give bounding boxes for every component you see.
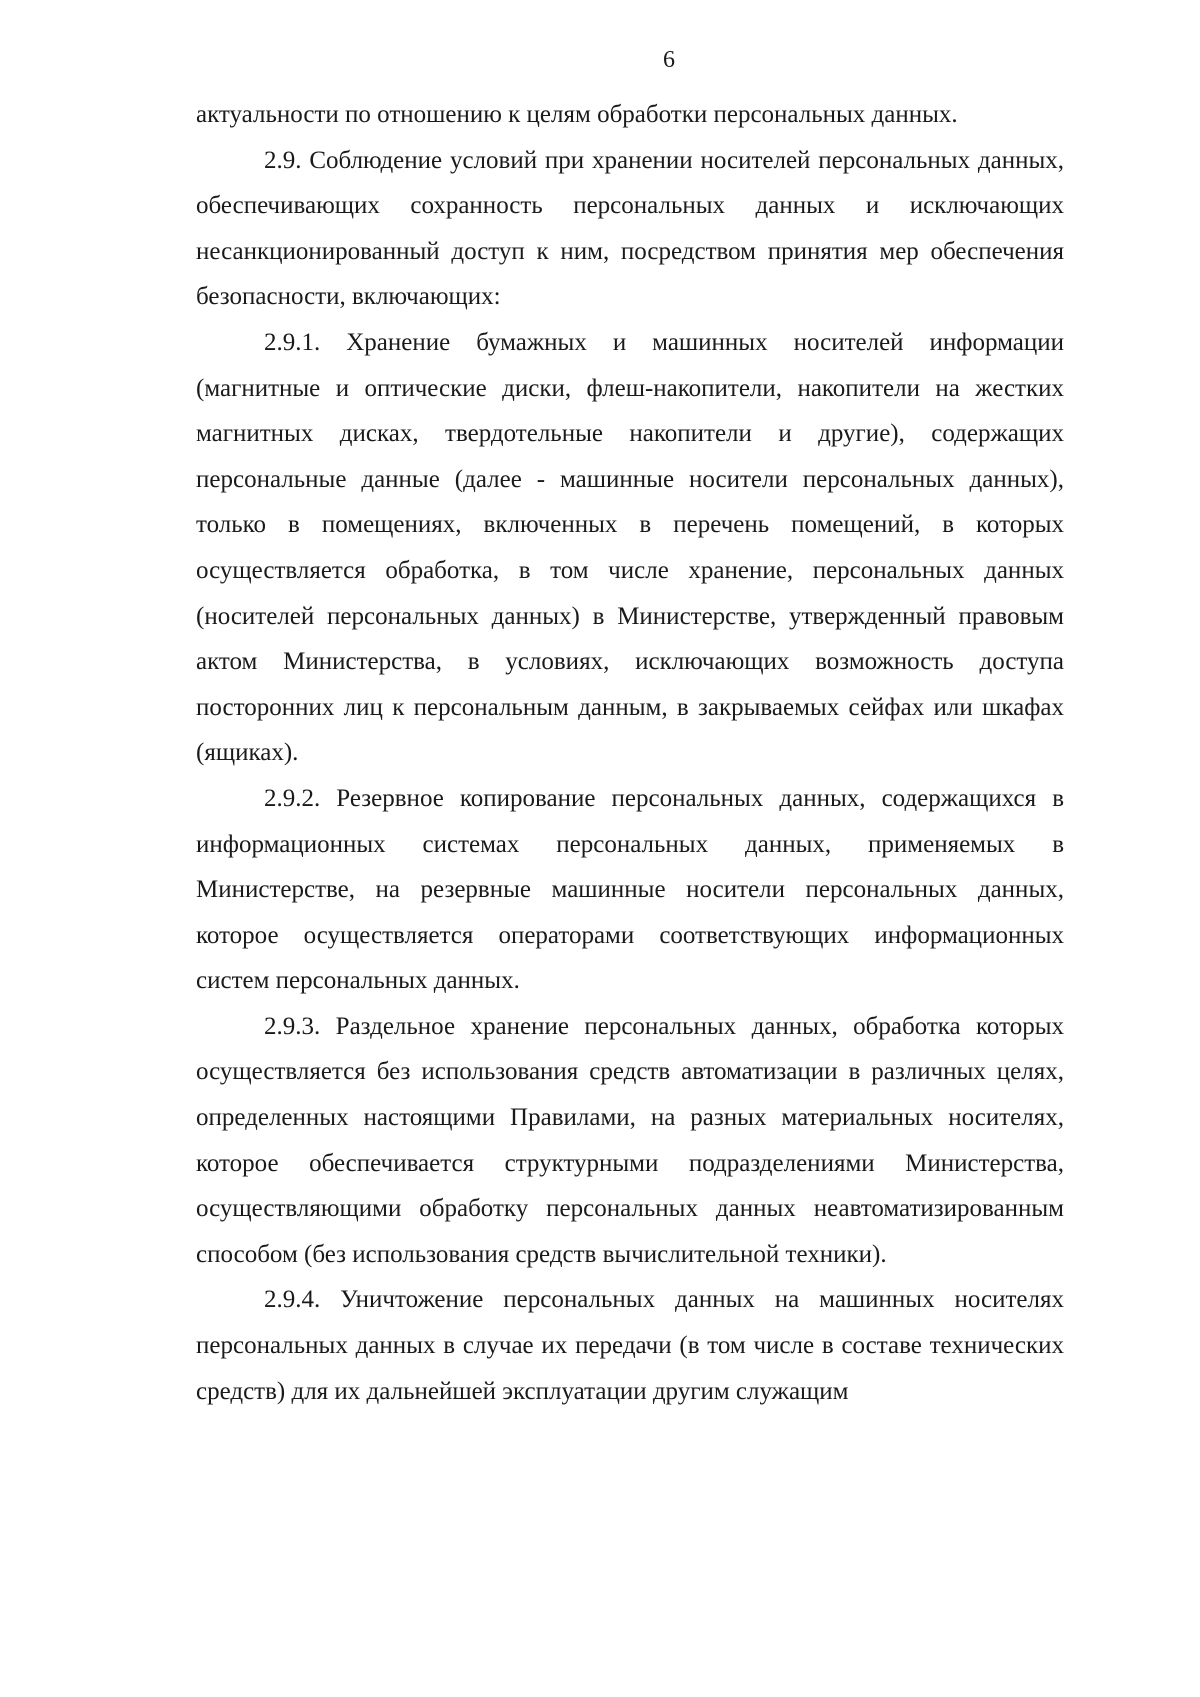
paragraph-continuation: актуальности по отношению к целям обработки персональных данных. [196, 101, 958, 128]
page-number: 6 [663, 47, 675, 73]
paragraph-2-9-1: 2.9.1. Хранение бумажных и машинных носителей информации (магнитные и оптические диски, флеш-накопители, накопители на жестких магнитных дисках, твердотельные накопители и другие), содержащих персональные данные (далее - машинные носители персональных данных), только в помещениях, включенных в перечень помещений, в которых осуществляется обработка, в том числе хранение, персональных данных (носителей персональных данных) в Министерстве, утвержденный правовым актом Министерства, в условиях, исключающих возможность доступа посторонних лиц к персональным данным, в закрываемых сейфах или шкафах (ящиках). [196, 328, 1064, 767]
paragraph-2-9-4: 2.9.4. Уничтожение персональных данных на машинных носителях персональных данных в случае их передачи (в том числе в составе технических средств) для их дальнейшей эксплуатации другим служащим [196, 1286, 1064, 1405]
paragraph-2-9-2: 2.9.2. Резервное копирование персональных данных, содержащихся в информационных системах персональных данных, применяемых в Министерстве, на резервные машинные носители персональных данных, которое осуществляется операторами соответствующих информационных систем персональных данных. [196, 784, 1064, 995]
paragraph-2-9: 2.9. Соблюдение условий при хранении носителей персональных данных, обеспечивающих сохранность персональных данных и исключающих несанкционированный доступ к ним, посредством принятия мер обеспечения безопасности, включающих: [196, 146, 1064, 311]
paragraph-2-9-3: 2.9.3. Раздельное хранение персональных данных, обработка которых осуществляется без использования средств автоматизации в различных целях, определенных настоящими Правилами, на разных материальных носителях, которое обеспечивается структурными подразделениями Министерства, осуществляющими обработку персональных данных неавтоматизированным способом (без использования средств вычислительной техники). [196, 1012, 1064, 1268]
document-body [196, 92, 1064, 1414]
